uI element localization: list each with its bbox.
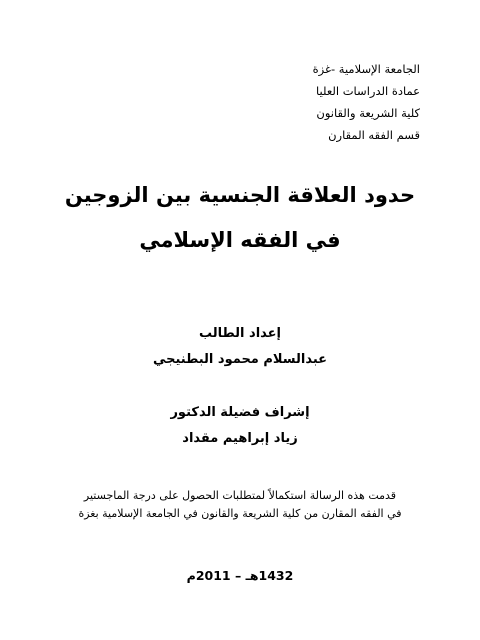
supervisor-label: إشراف فضيلة الدكتور bbox=[170, 405, 310, 420]
submission-statement bbox=[30, 487, 450, 523]
faculty-name: كلية الشريعة والقانون bbox=[316, 106, 420, 120]
department-name: قسم الفقه المقارن bbox=[328, 128, 420, 142]
deanship-name: عمادة الدراسات العليا bbox=[316, 84, 420, 98]
submission-line1: قدمت هذه الرسالة استكمالاً لمتطلبات الحصول على درجة الماجستير bbox=[83, 489, 397, 502]
submission-line2: في الفقه المقارن من كلية الشريعة والقانون في الجامعة الإسلامية بغزة bbox=[78, 507, 402, 520]
thesis-title-line1: حدود العلاقة الجنسية بين الزوجين bbox=[64, 183, 416, 207]
submission-date: 1432هـ – 2011م bbox=[186, 568, 294, 583]
institution-header bbox=[160, 58, 420, 146]
thesis-title-line2: في الفقه الإسلامي bbox=[139, 228, 341, 252]
student-name: عبدالسلام محمود البطنيجي bbox=[152, 352, 328, 367]
student-label: إعداد الطالب bbox=[198, 326, 282, 341]
university-name: الجامعة الإسلامية -غزة bbox=[312, 62, 420, 76]
supervisor-name: زياد إبراهيم مقداد bbox=[182, 431, 298, 446]
